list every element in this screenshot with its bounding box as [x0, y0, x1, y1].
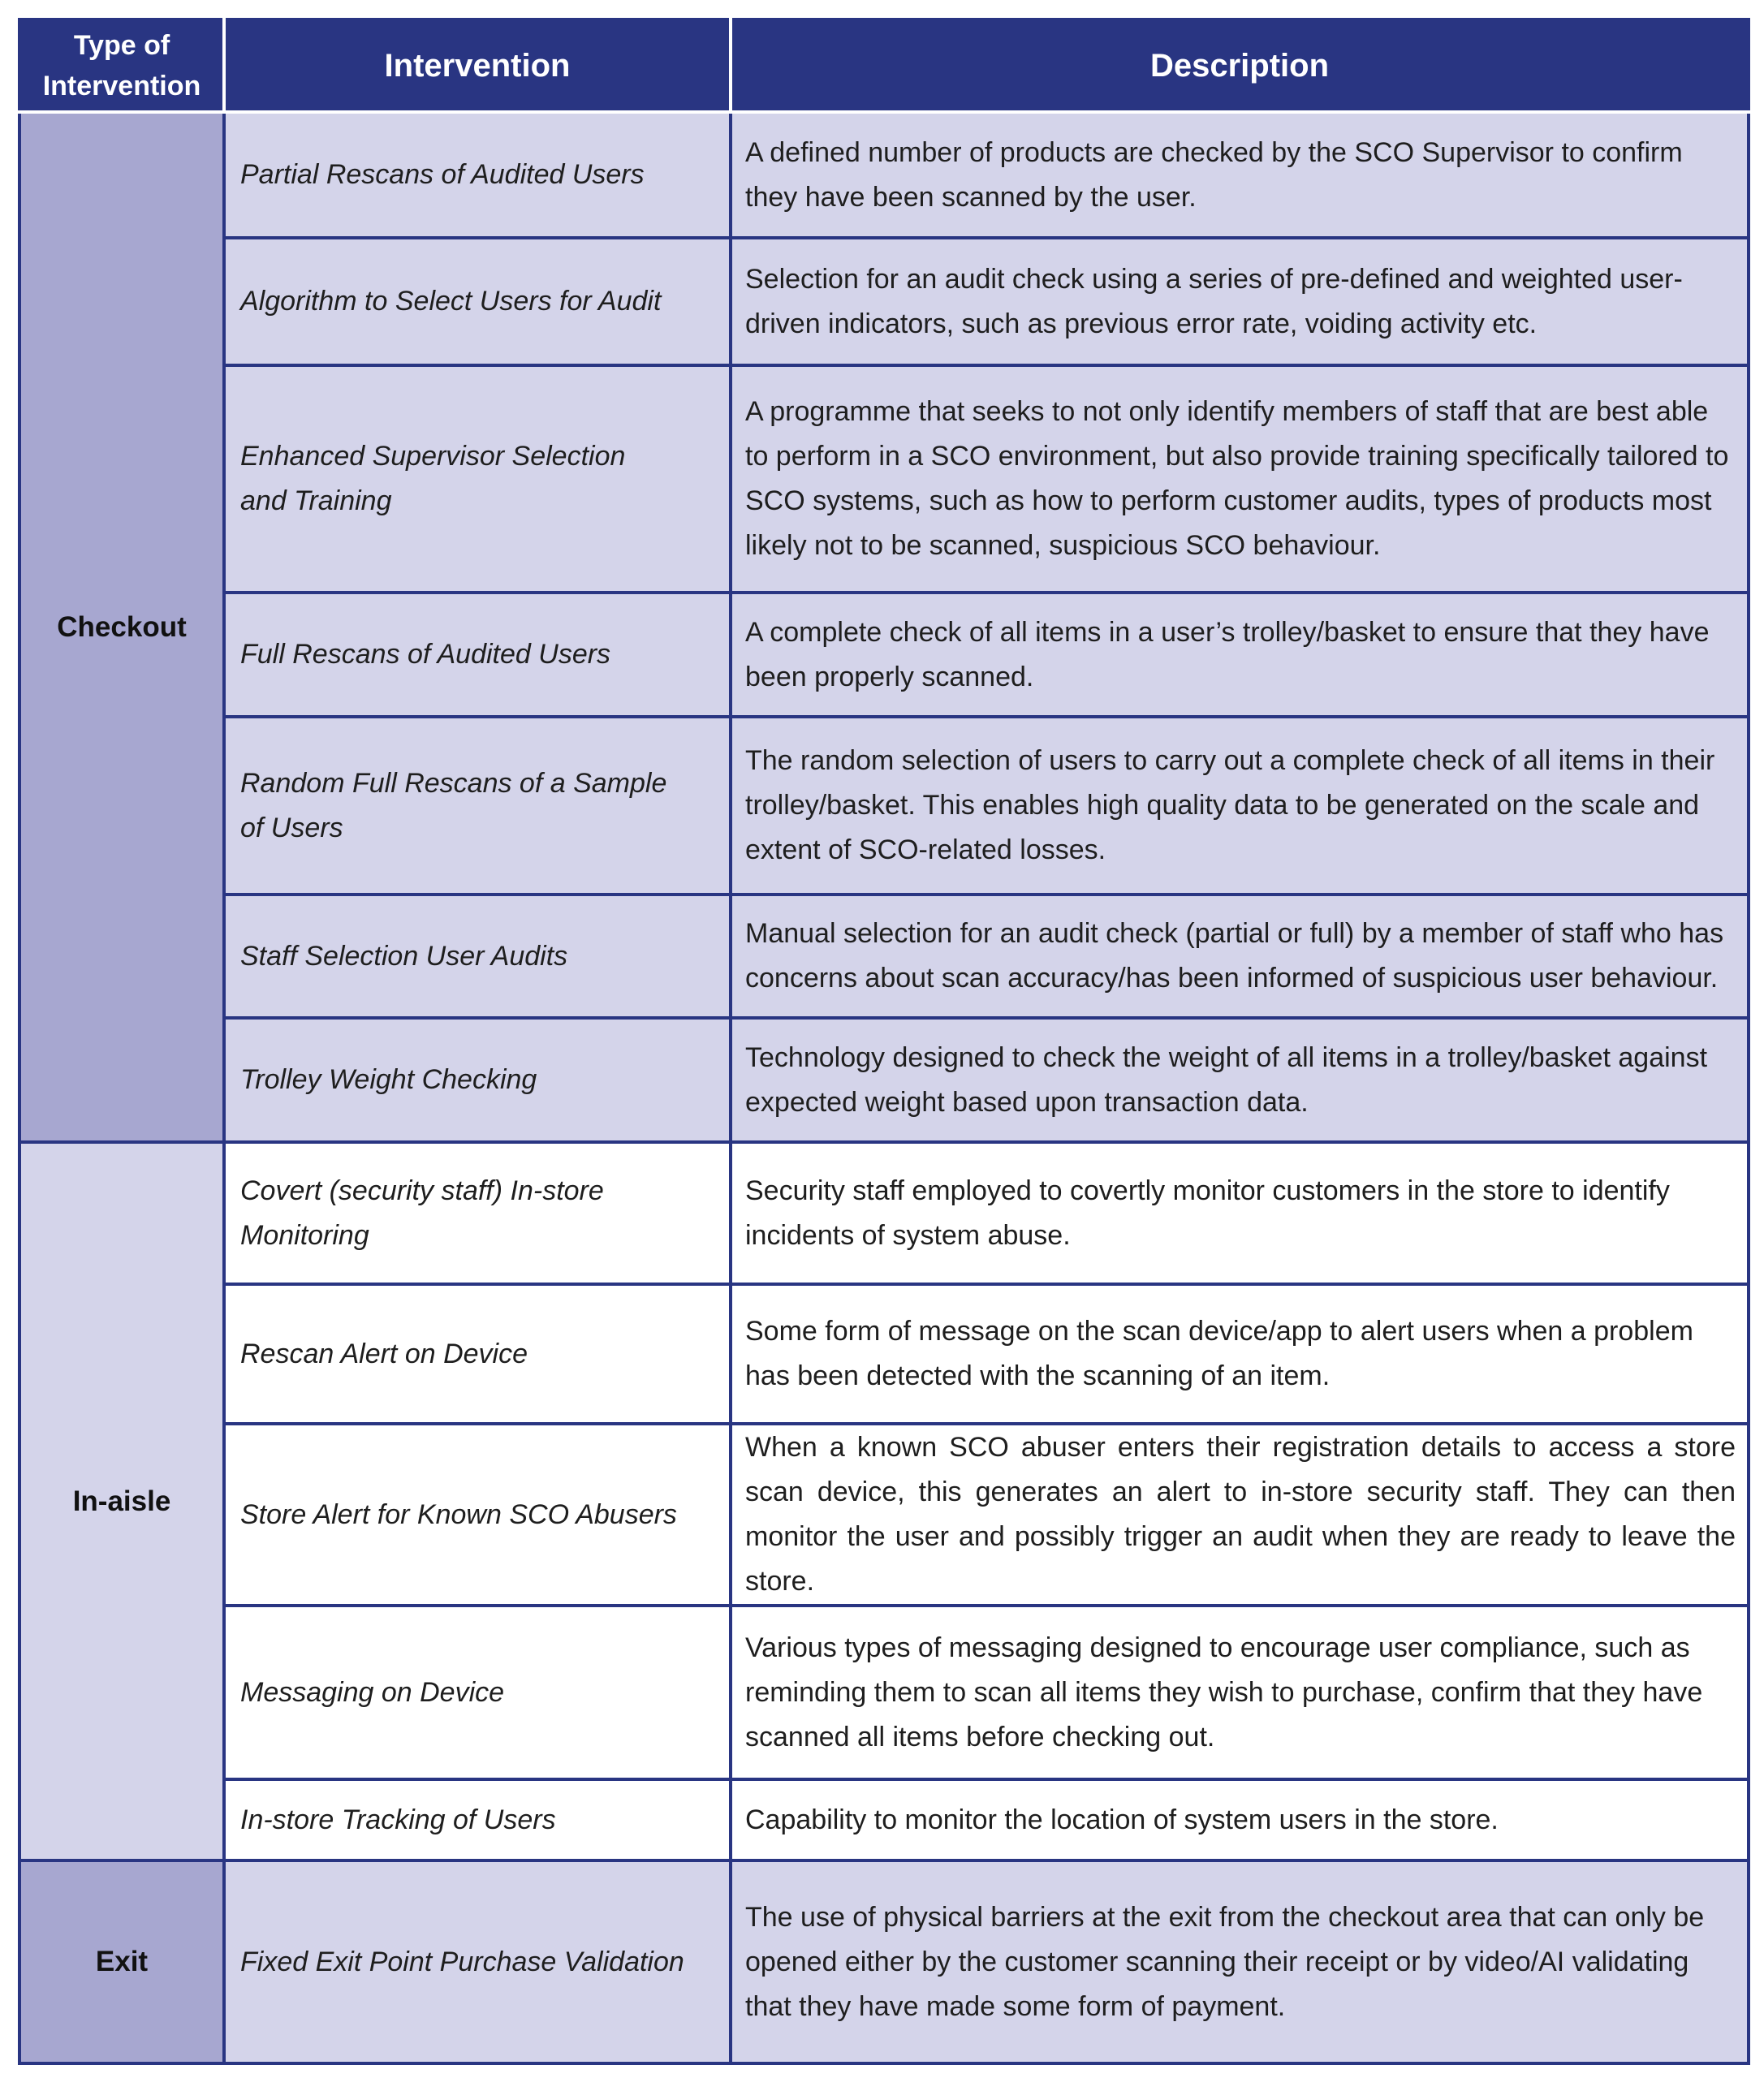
- intervention-cell: In-store Tracking of Users: [224, 1779, 731, 1860]
- table-row: [19, 1606, 1749, 1779]
- description-cell: Capability to monitor the location of system users in the store.: [731, 1779, 1749, 1860]
- intervention-cell: Fixed Exit Point Purchase Validation: [224, 1860, 731, 2063]
- header-type-line2: Intervention: [42, 71, 201, 101]
- description-cell: A programme that seeks to not only identify members of staff that are best able to perform in a SCO environment, but also provide training specifically tailored to SCO systems, such as how to perform customer audits, types of products most likely not to be scanned, suspicious SCO behaviour.: [731, 365, 1749, 593]
- intervention-cell: [224, 365, 731, 593]
- interventions-table-wrapper: [18, 18, 1747, 2065]
- table-row: [19, 1779, 1749, 1860]
- description-cell: Some form of message on the scan device/app to alert users when a problem has been detected with the scanning of an item.: [731, 1284, 1749, 1424]
- description-cell: Security staff employed to covertly monitor customers in the store to identify incidents of system abuse.: [731, 1142, 1749, 1284]
- table-row: [19, 365, 1749, 593]
- intervention-cell: Full Rescans of Audited Users: [224, 593, 731, 717]
- table-row: [19, 1142, 1749, 1284]
- description-cell: The random selection of users to carry out a complete check of all items in their trolley/basket. This enables high quality data to be generated on the scale and extent of SCO-related losses.: [731, 717, 1749, 895]
- description-cell: When a known SCO abuser enters their registration details to access a store scan device, this generates an alert to in-store security staff. They can then monitor the user and possibly trigger an audit when they are ready to leave the store.: [731, 1424, 1749, 1606]
- intervention-line: of Users: [240, 812, 343, 843]
- header-description: Description: [731, 19, 1749, 112]
- table-row: [19, 717, 1749, 895]
- intervention-cell: Store Alert for Known SCO Abusers: [224, 1424, 731, 1606]
- intervention-cell: [224, 717, 731, 895]
- header-row: [19, 19, 1749, 112]
- table-row: [19, 1284, 1749, 1424]
- intervention-line: Enhanced Supervisor Selection: [240, 441, 626, 472]
- header-type-of-intervention: [19, 19, 224, 112]
- description-cell: Manual selection for an audit check (partial or full) by a member of staff who has concerns about scan accuracy/has been informed of suspicious user behaviour.: [731, 895, 1749, 1018]
- description-cell: The use of physical barriers at the exit from the checkout area that can only be opened either by the customer scanning their receipt or by video/AI validating that they have made some form of payment.: [731, 1860, 1749, 2063]
- table-row: [19, 1860, 1749, 2063]
- intervention-cell: Algorithm to Select Users for Audit: [224, 238, 731, 365]
- header-type-line1: Type of: [73, 30, 170, 61]
- intervention-cell: Partial Rescans of Audited Users: [224, 112, 731, 238]
- description-cell: A defined number of products are checked by the SCO Supervisor to confirm they have been scanned by the user.: [731, 112, 1749, 238]
- description-cell: Selection for an audit check using a series of pre-defined and weighted user-driven indicators, such as previous error rate, voiding activity etc.: [731, 238, 1749, 365]
- intervention-cell: Staff Selection User Audits: [224, 895, 731, 1018]
- table-row: [19, 1424, 1749, 1606]
- description-cell: A complete check of all items in a user’s trolley/basket to ensure that they have been properly scanned.: [731, 593, 1749, 717]
- interventions-table: [18, 18, 1750, 2065]
- table-row: [19, 112, 1749, 238]
- group-checkout: Checkout: [19, 112, 224, 1142]
- table-row: [19, 593, 1749, 717]
- group-in-aisle: In-aisle: [19, 1142, 224, 1860]
- group-exit: Exit: [19, 1860, 224, 2063]
- intervention-cell: Messaging on Device: [224, 1606, 731, 1779]
- intervention-cell: Trolley Weight Checking: [224, 1018, 731, 1142]
- description-cell: Various types of messaging designed to encourage user compliance, such as reminding them to scan all items they wish to purchase, confirm that they have scanned all items before checking out.: [731, 1606, 1749, 1779]
- intervention-cell: Covert (security staff) In-store Monitoring: [224, 1142, 731, 1284]
- table-row: [19, 1018, 1749, 1142]
- intervention-cell: Rescan Alert on Device: [224, 1284, 731, 1424]
- description-cell: Technology designed to check the weight of all items in a trolley/basket against expected weight based upon transaction data.: [731, 1018, 1749, 1142]
- intervention-line: and Training: [240, 485, 392, 516]
- intervention-line: Random Full Rescans of a Sample: [240, 767, 667, 799]
- header-intervention: Intervention: [224, 19, 731, 112]
- table-row: [19, 238, 1749, 365]
- table-row: [19, 895, 1749, 1018]
